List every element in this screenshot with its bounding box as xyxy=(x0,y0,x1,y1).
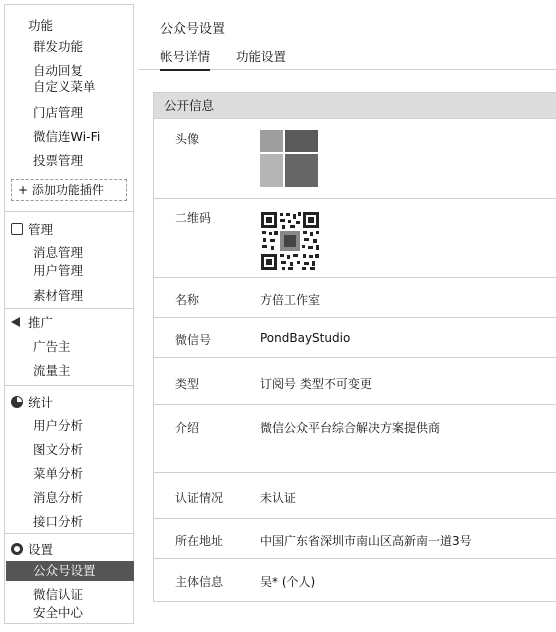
sidebar-group-label: 统计 xyxy=(28,395,54,410)
sidebar-item-custom-menu[interactable]: 自定义菜单 xyxy=(33,79,96,94)
row-label: 头像 xyxy=(175,132,200,146)
panel-header: 公开信息 xyxy=(154,93,556,119)
sidebar-group-label: 管理 xyxy=(28,222,54,237)
sidebar-item-vote[interactable]: 投票管理 xyxy=(33,153,84,168)
sidebar-divider xyxy=(5,385,133,386)
sidebar-group-stats[interactable] xyxy=(11,393,53,411)
sidebar-item-menu-analysis[interactable]: 菜单分析 xyxy=(33,466,84,481)
row-wechat-id xyxy=(154,318,556,358)
sidebar-item-mass-send[interactable]: 群发功能 xyxy=(33,39,84,54)
sidebar xyxy=(4,4,134,624)
sidebar-item-user-analysis[interactable]: 用户分析 xyxy=(33,418,84,433)
sidebar-item-security[interactable]: 安全中心 xyxy=(33,605,84,620)
sidebar-item-advertiser[interactable]: 广告主 xyxy=(33,339,71,354)
row-avatar xyxy=(154,120,556,199)
sidebar-divider xyxy=(5,211,133,212)
row-label: 主体信息 xyxy=(175,575,224,589)
row-label: 微信号 xyxy=(175,333,212,347)
row-label: 所在地址 xyxy=(175,534,224,548)
sidebar-item-wifi[interactable]: 微信连Wi-Fi xyxy=(33,129,101,144)
sidebar-item-materials[interactable]: 素材管理 xyxy=(33,288,84,303)
sidebar-item-message-analysis[interactable]: 消息分析 xyxy=(33,490,84,505)
chat-icon xyxy=(11,223,23,235)
row-label: 类型 xyxy=(175,377,200,391)
add-plugin-button[interactable]: + 添加功能插件 xyxy=(11,179,127,201)
tab-function-settings[interactable]: 功能设置 xyxy=(236,49,287,64)
sidebar-group-label: 设置 xyxy=(28,542,54,557)
sidebar-item-auto-reply[interactable]: 自动回复 xyxy=(33,63,84,78)
grid-icon xyxy=(11,19,23,31)
sidebar-item-article-analysis[interactable]: 图文分析 xyxy=(33,442,84,457)
page-title: 公众号设置 xyxy=(160,22,226,37)
row-intro xyxy=(154,405,556,473)
sidebar-group-label: 推广 xyxy=(28,315,54,330)
sidebar-item-messages[interactable]: 消息管理 xyxy=(33,245,84,260)
row-qrcode xyxy=(154,199,556,278)
pie-chart-icon xyxy=(11,396,23,408)
main-content xyxy=(139,4,556,624)
sidebar-divider xyxy=(5,308,133,309)
speaker-icon xyxy=(11,316,23,328)
qr-code-image[interactable] xyxy=(260,211,320,271)
gear-icon xyxy=(11,543,23,555)
sidebar-item-verification[interactable]: 微信认证 xyxy=(33,587,84,602)
public-info-panel xyxy=(153,92,556,602)
row-address xyxy=(154,519,556,559)
row-name xyxy=(154,278,556,318)
sidebar-divider xyxy=(5,533,133,534)
row-entity xyxy=(154,559,556,603)
row-value: 方倍工作室 xyxy=(260,293,321,307)
sidebar-group-manage[interactable] xyxy=(11,220,53,238)
row-value: 中国广东省深圳市南山区高新南一道3号 xyxy=(260,534,472,548)
sidebar-group-settings[interactable] xyxy=(11,540,53,558)
row-label: 认证情况 xyxy=(175,491,224,505)
row-value: 未认证 xyxy=(260,491,297,505)
row-label: 名称 xyxy=(175,293,200,307)
sidebar-item-publisher[interactable]: 流量主 xyxy=(33,363,71,378)
avatar[interactable] xyxy=(260,130,319,187)
row-verification xyxy=(154,473,556,519)
row-label: 介绍 xyxy=(175,421,200,435)
sidebar-group-promote[interactable] xyxy=(11,313,53,331)
sidebar-group-label: 功能 xyxy=(28,18,54,33)
row-value: PondBayStudio xyxy=(260,331,351,345)
sidebar-group-function[interactable] xyxy=(11,16,53,34)
row-label: 二维码 xyxy=(175,211,212,225)
sidebar-item-account-settings[interactable]: 公众号设置 xyxy=(6,561,134,581)
sidebar-item-users[interactable]: 用户管理 xyxy=(33,263,84,278)
sidebar-item-store[interactable]: 门店管理 xyxy=(33,105,84,120)
row-value: 微信公众平台综合解决方案提供商 xyxy=(260,421,441,435)
tab-account-details[interactable]: 帐号详情 xyxy=(160,47,210,71)
row-type xyxy=(154,358,556,405)
sidebar-item-api-analysis[interactable]: 接口分析 xyxy=(33,514,84,529)
tab-bar xyxy=(139,44,556,70)
row-value: 吴* (个人) xyxy=(260,575,316,589)
row-value: 订阅号 类型不可变更 xyxy=(260,377,372,391)
